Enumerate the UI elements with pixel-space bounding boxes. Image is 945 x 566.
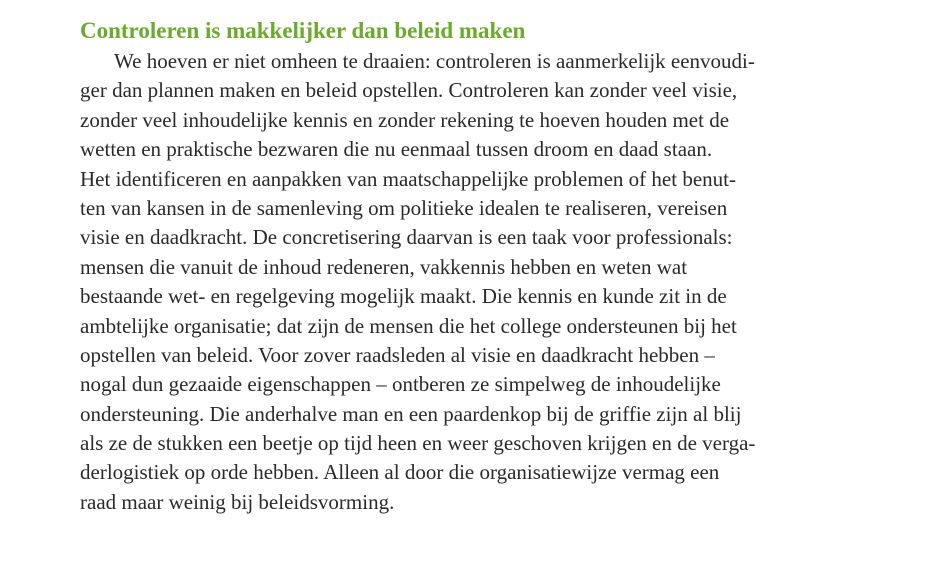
paragraph-line: nogal dun gezaaide eigenschappen – ontberen ze simpelweg de inhoudelijke bbox=[80, 372, 721, 397]
paragraph-line: ger dan plannen maken en beleid opstellen. Controleren kan zonder veel visie, bbox=[80, 78, 738, 103]
paragraph-line: bestaande wet- en regelgeving mogelijk maakt. Die kennis en kunde zit in de bbox=[80, 284, 727, 309]
paragraph-line: opstellen van beleid. Voor zover raadsleden al visie en daadkracht hebben – bbox=[80, 342, 715, 367]
paragraph-line: Het identificeren en aanpakken van maatschappelijke problemen of het benut- bbox=[80, 166, 736, 191]
paragraph-line: ondersteuning. Die anderhalve man en een paardenkop bij de griffie zijn al blij bbox=[80, 401, 742, 426]
paragraph-line: mensen die vanuit de inhoud redeneren, vakkennis hebben en weten wat bbox=[80, 254, 688, 279]
body-paragraph bbox=[80, 47, 860, 517]
paragraph-line: ten van kansen in de samenleving om politieke idealen te realiseren, vereisen bbox=[80, 195, 728, 220]
paragraph-line: zonder veel inhoudelijke kennis en zonder rekening te hoeven houden met de bbox=[80, 107, 730, 132]
paragraph-line: ambtelijke organisatie; dat zijn de mensen die het college ondersteunen bij het bbox=[80, 313, 737, 338]
paragraph-line: derlogistiek op orde hebben. Alleen al door die organisatiewijze vermag een bbox=[80, 460, 720, 485]
paragraph-line: visie en daadkracht. De concretisering daarvan is een taak voor professionals: bbox=[80, 225, 733, 250]
paragraph-line: wetten en praktische bezwaren die nu eenmaal tussen droom en daad staan. bbox=[80, 137, 713, 162]
paragraph-line: als ze de stukken een beetje op tijd heen en weer geschoven krijgen en de verga- bbox=[80, 431, 756, 456]
paragraph-line: raad maar weinig bij beleidsvorming. bbox=[80, 489, 395, 514]
section-heading: Controleren is makkelijker dan beleid maken bbox=[80, 18, 526, 43]
paragraph-line: We hoeven er niet omheen te draaien: controleren is aanmerkelijk eenvoudi- bbox=[114, 49, 755, 73]
